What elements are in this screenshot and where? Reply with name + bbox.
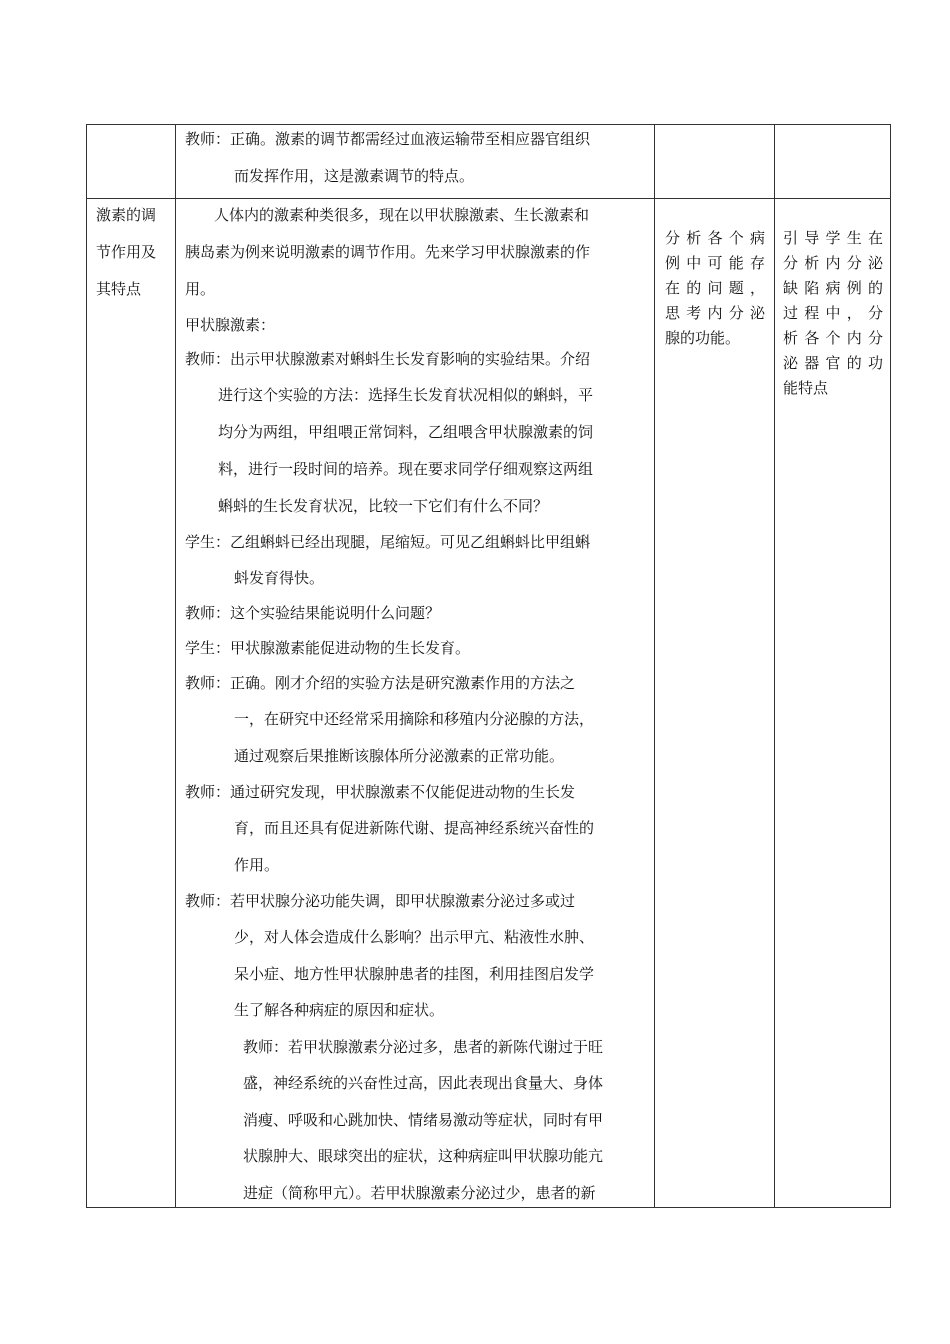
content-line-25: 盛，神经系统的兴奋性过高，因此表现出食量大、身体: [243, 1074, 604, 1092]
content-line-5: 教师：出示甲状腺激素对蝌蚪生长发育影响的实验结果。介绍: [185, 350, 591, 368]
content-line-15: 一，在研究中还经常采用摘除和移殖内分泌腺的方法，: [234, 710, 595, 728]
content-line-7: 均分为两组，甲组喂正常饲料，乙组喂含甲状腺激素的饲: [218, 423, 594, 441]
intent-line-5: 析各个内分: [783, 329, 883, 347]
content-line-24: 教师：若甲状腺激素分泌过多，患者的新陈代谢过于旺: [243, 1038, 604, 1056]
content-line-26: 消瘦、呼吸和心跳加快、情绪易激动等症状，同时有甲: [243, 1111, 604, 1129]
intent-line-2: 分析内分泌: [783, 254, 883, 272]
content-line-16: 通过观察后果推断该腺体所分泌激素的正常功能。: [234, 747, 565, 765]
content-line-14: 教师：正确。刚才介绍的实验方法是研究激素作用的方法之: [185, 674, 576, 692]
topic-line-1: 激素的调: [96, 206, 157, 224]
intent-line-6: 泌器官的功: [783, 354, 883, 372]
student-line-3: 在的问题，: [665, 279, 765, 297]
content-line-4: 甲状腺激素：: [185, 316, 276, 334]
topic-line-2: 节作用及: [96, 243, 157, 261]
row1-line-2: 而发挥作用，这是激素调节的特点。: [234, 167, 475, 185]
content-line-23: 生了解各种病症的原因和症状。: [234, 1001, 445, 1019]
content-line-3: 用。: [185, 280, 216, 298]
content-line-8: 料，进行一段时间的培养。现在要求同学仔细观察这两组: [218, 460, 594, 478]
intent-line-7: 能特点: [783, 379, 829, 397]
row-divider: [87, 198, 890, 199]
content-line-1: 人体内的激素种类很多，现在以甲状腺激素、生长激素和: [214, 206, 590, 224]
content-line-18: 育，而且还具有促进新陈代谢、提高神经系统兴奋性的: [234, 819, 595, 837]
content-line-17: 教师：通过研究发现，甲状腺激素不仅能促进动物的生长发: [185, 783, 576, 801]
content-line-9: 蝌蚪的生长发育状况，比较一下它们有什么不同？: [218, 497, 549, 515]
content-line-11: 蚪发育得快。: [234, 569, 325, 587]
student-line-1: 分析各个病: [665, 229, 765, 247]
content-line-2: 胰岛素为例来说明激素的调节作用。先来学习甲状腺激素的作: [185, 243, 591, 261]
content-line-20: 教师：若甲状腺分泌功能失调，即甲状腺激素分泌过多或过: [185, 892, 576, 910]
column-divider: [175, 125, 176, 1207]
student-line-4: 思考内分泌: [665, 304, 765, 322]
content-line-12: 教师：这个实验结果能说明什么问题？: [185, 604, 441, 622]
content-line-21: 少，对人体会造成什么影响？出示甲亢、粘液性水肿、: [234, 928, 595, 946]
content-line-6: 进行这个实验的方法：选择生长发育状况相似的蝌蚪，平: [218, 386, 594, 404]
intent-line-1: 引导学生在: [783, 229, 883, 247]
topic-line-3: 其特点: [96, 280, 142, 298]
content-line-19: 作用。: [234, 856, 280, 874]
content-line-10: 学生：乙组蝌蚪已经出现腿，尾缩短。可见乙组蝌蚪比甲组蝌: [185, 533, 591, 551]
content-line-27: 状腺肿大、眼球突出的症状，这种病症叫甲状腺功能亢: [243, 1147, 604, 1165]
student-line-2: 例中可能存: [665, 254, 765, 272]
column-divider: [774, 125, 775, 1207]
intent-line-4: 过程中，分: [783, 304, 883, 322]
content-line-22: 呆小症、地方性甲状腺肿患者的挂图，利用挂图启发学: [234, 965, 595, 983]
row1-line-1: 教师：正确。激素的调节都需经过血液运输带至相应器官组织: [185, 130, 591, 148]
content-line-28: 进症（简称甲亢）。若甲状腺激素分泌过少，患者的新: [243, 1184, 596, 1202]
content-line-13: 学生：甲状腺激素能促进动物的生长发育。: [185, 639, 471, 657]
column-divider: [654, 125, 655, 1207]
student-line-5: 腺的功能。: [665, 329, 741, 347]
intent-line-3: 缺陷病例的: [783, 279, 883, 297]
